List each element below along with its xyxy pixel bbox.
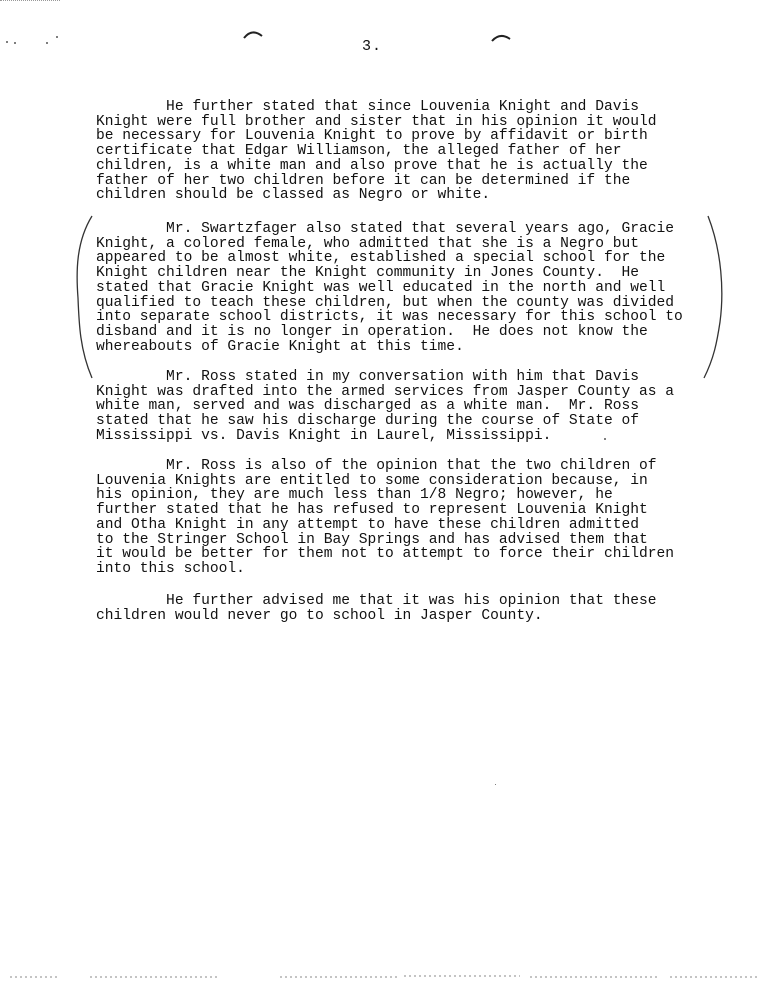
right-bracket-mark [700, 212, 728, 382]
scan-speck [6, 41, 8, 43]
scan-edge-marks [0, 0, 60, 7]
paragraph-3: Mr. Ross stated in my conversation with him that Davis Knight was drafted into the armed services from Jasper County as a white man, served and was discharged as a white man. Mr. Ross stated that he saw his discharge during the course of State of Mississippi vs. Davis Knight in Laurel, Mississippi. [96, 369, 675, 444]
paragraph-5: He further advised me that it was his opinion that these children would never go to school in Jasper County. [96, 593, 657, 624]
left-bracket-mark [70, 212, 96, 382]
pen-arc-mark-left [242, 28, 264, 40]
scan-bottom-edge-marks [0, 972, 763, 982]
paragraph-2: Mr. Swartzfager also stated that several years ago, Gracie Knight, a colored female, who admitted that she is a Negro but appeared to be almost white, established a special school for the Knight children near the Knight community in Jones County. He stated that Gracie Knight was well educated in the north and well qualified to teach these children, but when the county was divided into separate school districts, it was necessary for this school to disband and it is no longer in operation. He does not know the whereabouts of Gracie Knight at this time. [96, 221, 683, 355]
paragraph-4: Mr. Ross is also of the opinion that the two children of Louvenia Knights are entitled to some consideration because, in his opinion, they are much less than 1/8 Negro; however, he further stated that he has refused to represent Louvenia Knight and Otha Knight in any attempt to have these children admitted to the Stringer School in Bay Springs and has advised them that it would be better for them not to attempt to force their children into this school. [96, 458, 675, 577]
page-number: 3. [362, 38, 383, 55]
scan-speck [604, 438, 606, 440]
paragraph-1: He further stated that since Louvenia Knight and Davis Knight were full brother and sister that in his opinion it would be necessary for Louvenia Knight to prove by affidavit or birth certificate that Edgar Williamson, the alleged father of her children, is a white man and also prove that he is actually the father of her two children before it can be determined if the children should be classed as Negro or white. [96, 99, 657, 204]
pen-arc-mark-right [490, 32, 512, 44]
scan-speck [14, 42, 16, 44]
scan-speck [56, 36, 58, 38]
scan-speck [46, 42, 48, 44]
scan-speck [495, 784, 496, 785]
